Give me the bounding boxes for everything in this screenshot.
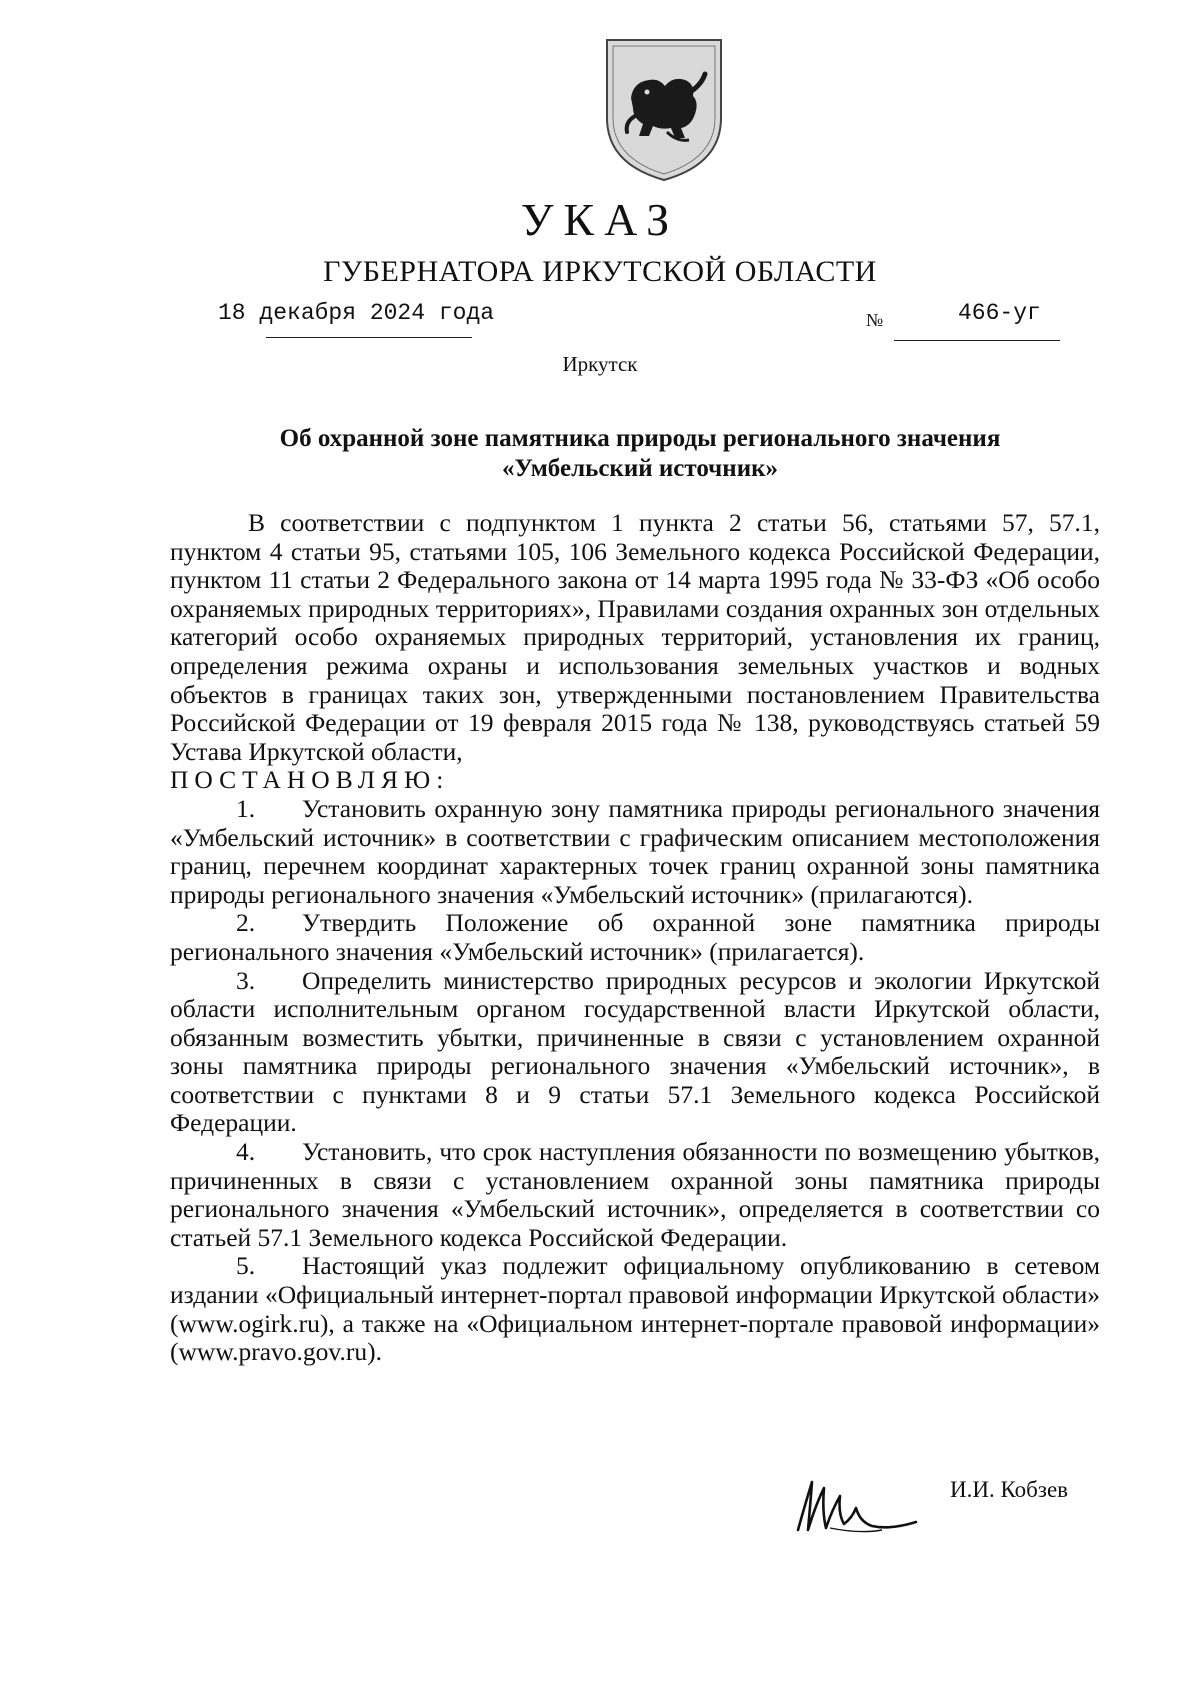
item-number: 5.	[236, 1251, 256, 1281]
list-item	[170, 1138, 1100, 1252]
item-text: Установить охранную зону памятника природы регионального значения «Умбельский источник» в соответствии с графическим описанием местоположения границ, перечнем координат характерных точек границ охранной зоны памятника природы регионального значения «Умбельский источник» (прилагаются).	[170, 793, 1100, 909]
item-number: 2.	[236, 908, 256, 938]
list-item	[170, 909, 1100, 966]
signature-icon	[790, 1468, 920, 1538]
coat-of-arms-icon	[603, 36, 725, 184]
document-title-line-1: Об охранной зоне памятника природы регионального значения	[279, 425, 1001, 452]
preamble: В соответствии с подпунктом 1 пункта 2 статьи 56, статьями 57, 57.1, пунктом 4 статьи 95, статьями 105, 106 Земельного кодекса Российской Федерации, пунктом 11 статьи 2 Федерального закона от 14 марта 1995 года № 33-ФЗ «Об особо охраняемых природных территориях», Правилами создания охранных зон отдельных категорий особо охраняемых природных территорий, установления их границ, определения режима охраны и использования земельных участков и водных объектов в границах таких зон, утвержденными постановлением Правительства Российской Федерации от 19 февраля 2015 года № 138, руководствуясь статьей 59 Устава Иркутской области,	[170, 508, 1100, 766]
item-text: Определить министерство природных ресурсов и экологии Иркутской области исполнительным органом государственной власти Иркутской области, обязанным возместить убытки, причиненные в связи с установлением охранной зоны памятника природы регионального значения «Умбельский источник», в соответствии с пунктами 8 и 9 статьи 57.1 Земельного кодекса Российской Федерации.	[170, 965, 1100, 1138]
number-sign: №	[866, 310, 884, 330]
number-underline	[894, 340, 1060, 341]
list-item	[170, 795, 1100, 909]
item-number: 4.	[236, 1137, 256, 1167]
item-number: 3.	[236, 965, 256, 995]
document-date: 18 декабря 2024 года	[218, 300, 495, 326]
list-item	[170, 967, 1100, 1139]
document-number: 466-уг	[958, 300, 1041, 326]
city: Иркутск	[562, 352, 638, 376]
document-type: УКАЗ	[520, 194, 680, 245]
document-title	[180, 424, 1100, 484]
item-text: Настоящий указ подлежит официальному опубликованию в сетевом издании «Официальный интернет-портал правовой информации Иркутской области» (www.ogirk.ru), а также на «Официальном интернет-портале правовой информации» (www.pravo.gov.ru).	[170, 1251, 1100, 1367]
signer-name: И.И. Кобзев	[950, 1477, 1069, 1502]
list-item	[170, 1252, 1100, 1366]
date-underline	[266, 337, 472, 338]
document-title-line-2: «Умбельский источник»	[501, 455, 778, 482]
issuer: ГУБЕРНАТОРА ИРКУТСКОЙ ОБЛАСТИ	[323, 255, 877, 288]
item-number: 1.	[236, 793, 256, 823]
decree-word: ПОСТАНОВЛЯЮ:	[170, 765, 450, 795]
item-text: Установить, что срок наступления обязанности по возмещению убытков, причиненных в связи с установлением охранной зоны памятника природы регионального значения «Умбельский источник», определяется в соответствии со статьей 57.1 Земельного кодекса Российской Федерации.	[170, 1137, 1100, 1252]
document-body	[170, 509, 1100, 1367]
item-text: Утвердить Положение об охранной зоне памятника природы регионального значения «Умбельский источник» (прилагается).	[170, 908, 1100, 966]
